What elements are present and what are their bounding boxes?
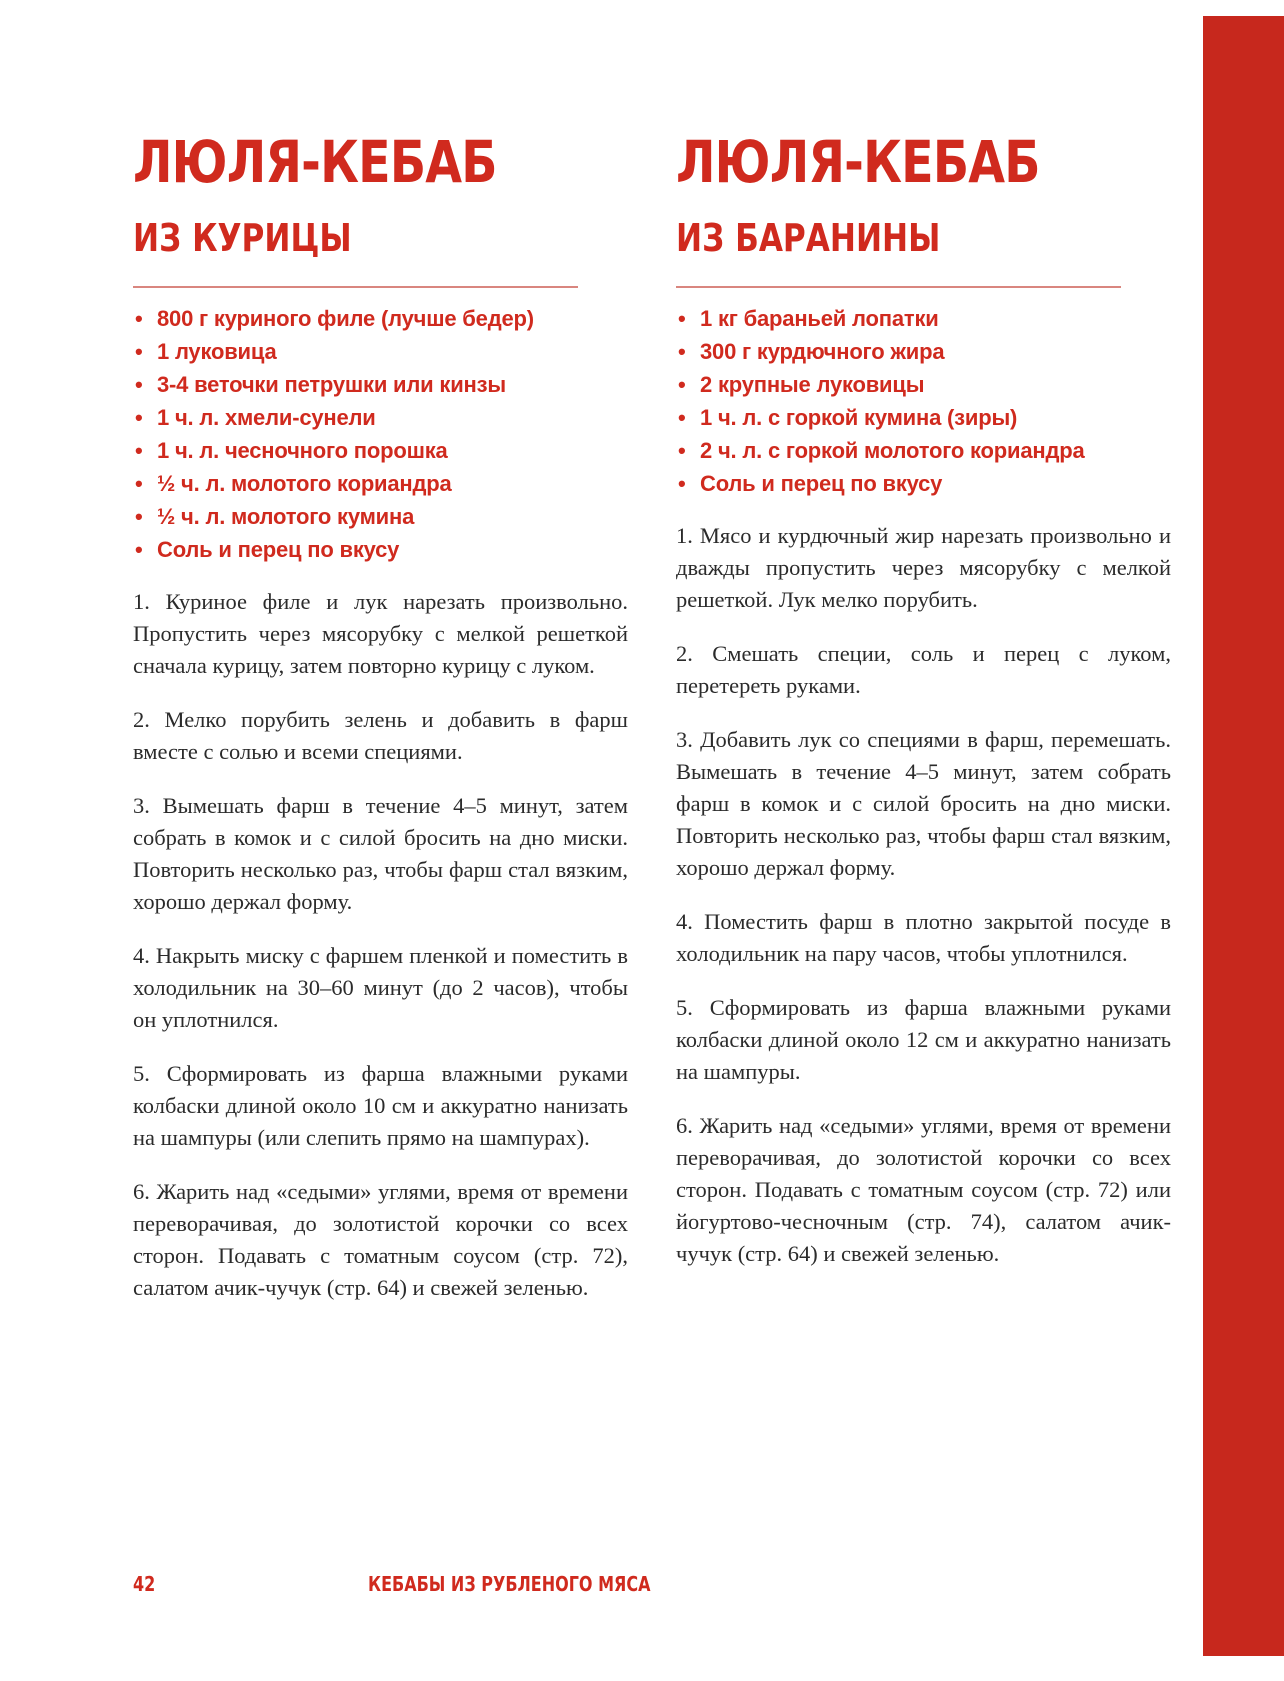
ingredient-item: • ½ ч. л. молотого кориандра (133, 467, 628, 500)
instruction-step: 4. Накрыть миску с фаршем пленкой и поместить в холодильник на 30–60 минут (до 2 часов), чтобы он уплотнился. (133, 943, 628, 1032)
recipe-subtitle: ИЗ БАРАНИНЫ (676, 216, 941, 260)
instruction-step: 5. Сформировать из фарша влажными руками колбаски длиной около 10 см и аккуратно нанизать на шампуры (или слепить прямо на шампурах). (133, 1061, 628, 1150)
ingredient-item: • 2 крупные луковицы (676, 368, 1171, 401)
instruction-step: 1. Мясо и курдючный жир нарезать произвольно и дважды пропустить через мясорубку с мелкой решеткой. Лук мелко порубить. (676, 523, 1171, 612)
ingredient-item: • 2 ч. л. с горкой молотого кориандра (676, 434, 1171, 467)
instruction-step: 6. Жарить над «седыми» углями, время от времени переворачивая, до золотистой корочки со всех сторон. Подавать с томатным соусом (стр. 72), салатом ачик-чучук (стр. 64) и свежей зеленью. (133, 1179, 628, 1300)
ingredient-item: • 800 г куриного филе (лучше бедер) (133, 302, 628, 335)
ingredient-item: • ½ ч. л. молотого кумина (133, 500, 628, 533)
divider (133, 286, 578, 288)
divider (676, 286, 1121, 288)
instruction-step: 1. Куриное филе и лук нарезать произвольно. Пропустить через мясорубку с мелкой решеткой сначала курицу, затем повторно курицу с луком. (133, 589, 628, 678)
ingredient-item: • 3-4 веточки петрушки или кинзы (133, 368, 628, 401)
instruction-step: 2. Смешать специи, соль и перец с луком, перетереть руками. (676, 641, 1171, 698)
ingredient-item: • 300 г курдючного жира (676, 335, 1171, 368)
running-footer-section: КЕБАБЫ ИЗ РУБЛЕНОГО МЯСА (368, 1572, 651, 1596)
instruction-step: 3. Добавить лук со специями в фарш, перемешать. Вымешать в течение 4–5 минут, затем собрать фарш в комок и с силой бросить на дно миски. Повторить несколько раз, чтобы фарш стал вязким, хорошо держал форму. (676, 727, 1171, 880)
instruction-step: 3. Вымешать фарш в течение 4–5 минут, затем собрать в комок и с силой бросить на дно миски. Повторить несколько раз, чтобы фарш стал вязким, хорошо держал форму. (133, 793, 628, 914)
recipe-lamb (676, 130, 1171, 1292)
recipe-chicken (133, 130, 628, 1326)
instruction-step: 5. Сформировать из фарша влажными руками колбаски длиной около 12 см и аккуратно нанизать на шампуры. (676, 995, 1171, 1084)
instruction-step: 2. Мелко порубить зелень и добавить в фарш вместе с солью и всеми специями. (133, 707, 628, 764)
ingredient-item: • 1 луковица (133, 335, 628, 368)
ingredient-item: • 1 ч. л. с горкой кумина (зиры) (676, 401, 1171, 434)
page-number: 42 (133, 1572, 156, 1596)
ingredient-item: • 1 ч. л. хмели-сунели (133, 401, 628, 434)
recipe-title: ЛЮЛЯ-КЕБАБ (676, 128, 1040, 196)
ingredient-item: • 1 кг бараньей лопатки (676, 302, 1171, 335)
instruction-steps (676, 520, 1171, 1270)
recipe-subtitle: ИЗ КУРИЦЫ (133, 216, 352, 260)
ingredient-list (676, 302, 1171, 500)
ingredient-item: • 1 ч. л. чесночного порошка (133, 434, 628, 467)
recipe-title: ЛЮЛЯ-КЕБАБ (133, 128, 497, 196)
ingredient-list (133, 302, 628, 566)
instruction-steps (133, 586, 628, 1304)
instruction-step: 4. Поместить фарш в плотно закрытой посуде в холодильник на пару часов, чтобы уплотнился. (676, 909, 1171, 966)
ingredient-item: • Соль и перец по вкусу (676, 467, 1171, 500)
ingredient-item: • Соль и перец по вкусу (133, 533, 628, 566)
instruction-step: 6. Жарить над «седыми» углями, время от времени переворачивая, до золотистой корочки со всех сторон. Подавать с томатным соусом (стр. 72) или йогуртово-чесночным (стр. 74), салатом ачик-чучук (стр. 64) и свежей зеленью. (676, 1113, 1171, 1266)
page-edge-red-band (1203, 16, 1284, 1656)
